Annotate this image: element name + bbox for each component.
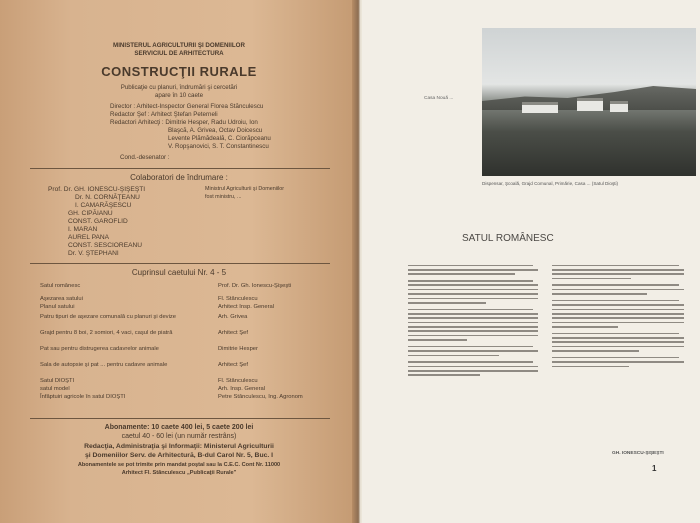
subtitle-line-2: apare în 10 caete: [154, 92, 204, 99]
right-page: [362, 0, 700, 523]
toc-item: Patru tipuri de aşezare comunală cu planuri şi devize: [40, 314, 176, 320]
divider: [30, 168, 330, 169]
staff-line: Levente Plămădeală, C. Ciorăpceanu: [168, 135, 271, 142]
collaborator-name: Dr. N. CORNĂŢEANU: [75, 194, 140, 201]
ministry-line-1: MINISTERUL AGRICULTURII ŞI DOMENIILOR: [113, 42, 245, 49]
ministry-line-2: SERVICIUL DE ARHITECTURA: [134, 50, 224, 57]
toc-author: Arhitect Insp. General: [218, 304, 275, 310]
footer-line: şi Domeniilor Serv. de Arhitectură, B-dul Carol Nr. 5, Buc. I: [84, 452, 274, 459]
staff-line: Redactor Şef : Arhitect Ştefan Peterneli: [110, 111, 218, 118]
building: [610, 101, 628, 112]
collaborator-name: CONST. SESCIOREANU: [68, 242, 143, 249]
toc-item: Planul satului: [40, 304, 75, 310]
toc-item: Înfăptuiri agricole în satul DIOŞTI: [40, 394, 126, 400]
collaborator-name: Prof. Dr. GH. IONESCU-ŞIŞEŞTI: [48, 186, 146, 193]
article-column-left: [408, 262, 538, 379]
toc-author: Fl. Stănculescu: [218, 296, 258, 302]
collaborator-name: Dr. V. ŞTEPHANI: [68, 250, 119, 257]
collaborator-name: AUREL PANA: [68, 234, 110, 241]
toc-author: Dimitrie Hesper: [218, 346, 258, 352]
page-number: 1: [652, 464, 657, 473]
toc-item: Pat sau pentru distrugerea cadavrelor animale: [40, 346, 159, 352]
collaborators-heading: Colaboratori de îndrumare :: [130, 173, 228, 182]
footer-line: Redacţia, Administraţia şi Informaţii: Ministerul Agriculturii: [84, 443, 274, 450]
photo-caption: Dispensar, Şcoală, Grajd Comunal, Primărie, Casa ... (Satul Dioşti): [482, 181, 619, 186]
toc-item: Sala de autopsie şi pat ... pentru cadavre animale: [40, 362, 168, 368]
footer-line: caetul 40 - 60 lei (un număr restrâns): [121, 433, 237, 440]
toc-item: Satul românesc: [40, 283, 81, 289]
toc-item: satul model: [40, 386, 70, 392]
toc-author: Arhitect Şef: [218, 362, 248, 368]
staff-line: Director : Arhitect-Inspector General Florea Stănculescu: [110, 103, 264, 110]
village-photo: [482, 28, 696, 176]
divider: [30, 263, 330, 264]
staff-line: Cond.-desenator :: [120, 154, 170, 161]
toc-author: Arh. Grivea: [218, 314, 248, 320]
toc-item: Satul DIOŞTI: [40, 378, 75, 384]
article-column-right: [552, 262, 684, 370]
collaborator-name: CONST. GAROFLID: [68, 218, 128, 225]
staff-line: Blaşcă, A. Grivea, Octav Doicescu: [168, 127, 263, 134]
collaborator-role: Ministrul Agriculturii şi Domeniilor: [205, 186, 285, 192]
collaborator-name: I. MARAN: [68, 226, 98, 233]
photo-side-caption: Casa Nouă ...: [424, 96, 454, 101]
building: [522, 102, 558, 113]
footer-line: Abonamentele se pot trimite prin mandat poştal sau la C.E.C. Cont Nr. 11000: [77, 462, 281, 468]
toc-item: Grajd pentru 8 boi, 2 somiori, 4 vaci, caşul de piatră: [40, 330, 173, 336]
subtitle-line-1: Publicaţie cu planuri, îndrumări şi cercetări: [120, 84, 238, 91]
collaborator-name: GH. CIPĂIANU: [68, 210, 113, 217]
toc-author: Arhitect Şef: [218, 330, 248, 336]
footer-line: Abonamente: 10 caete 400 lei, 5 caete 200 lei: [104, 424, 254, 431]
article-signature: GH. IONESCU-ŞIŞEŞTI: [612, 451, 664, 456]
collaborator-name: I. CAMARĂŞESCU: [75, 202, 132, 209]
toc-author: Petre Stănculescu, Ing. Agronom: [218, 394, 303, 400]
toc-heading: Cuprinsul caetului Nr. 4 - 5: [131, 268, 227, 277]
toc-author: Fl. Stănculescu: [218, 378, 258, 384]
toc-author: Arh. Insp. General: [218, 386, 266, 392]
article-title: SATUL ROMÂNESC: [462, 233, 554, 244]
divider: [30, 418, 330, 419]
publication-title: CONSTRUCŢII RURALE: [101, 64, 257, 79]
toc-author: Prof. Dr. Gh. Ionescu-Şişeşti: [218, 283, 292, 289]
footer-line: Arhitect Fl. Stănculescu „Publicaţii Rurale": [121, 470, 237, 476]
toc-item: Aşezarea satului: [40, 296, 83, 302]
building: [577, 98, 603, 111]
staff-line: Redactori Arhitecţi : Dimitrie Hesper, Radu Udroiu, Ion: [110, 119, 258, 126]
staff-line: V. Ropşanovici, S. T. Constantinescu: [168, 143, 269, 150]
collaborator-role: fost ministru, ...: [205, 194, 242, 200]
